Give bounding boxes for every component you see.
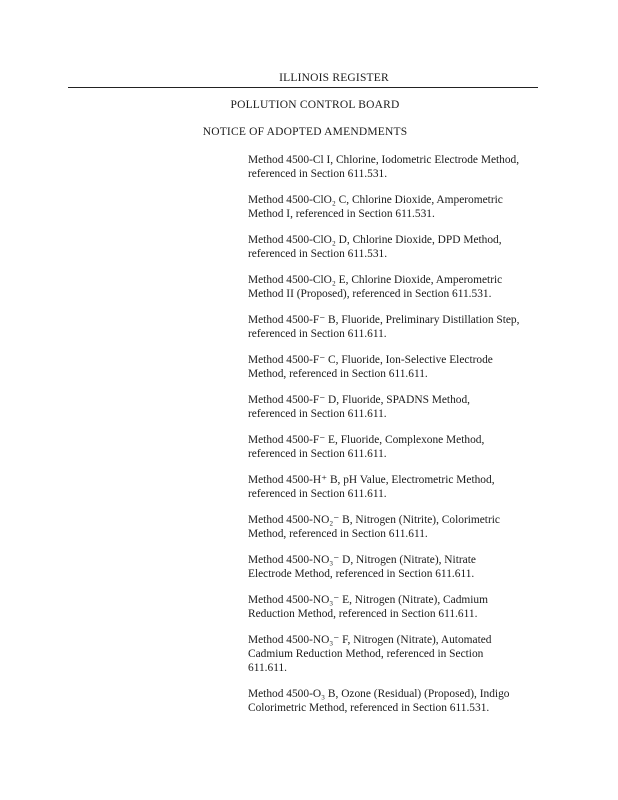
list-item [248, 273, 548, 301]
item-line: referenced in Section 611.611. [248, 328, 387, 340]
list-item [248, 473, 548, 501]
item-line: Method 4500-O₃ B, Ozone (Residual) (Proposed), Indigo [248, 688, 510, 700]
header-rule [68, 87, 538, 88]
notice-title: NOTICE OF ADOPTED AMENDMENTS [202, 126, 408, 138]
item-line: Method 4500-NO₃⁻ D, Nitrogen (Nitrate), Nitrate [248, 554, 476, 566]
item-line: Method 4500-NO₃⁻ E, Nitrogen (Nitrate), Cadmium [248, 594, 488, 606]
list-item [248, 153, 548, 181]
item-line: Method 4500-F⁻ E, Fluoride, Complexone Method, [248, 434, 485, 446]
item-line: Method I, referenced in Section 611.531. [248, 208, 435, 220]
list-item [248, 313, 548, 341]
list-item [248, 593, 548, 621]
list-item [248, 633, 548, 675]
list-item [248, 433, 548, 461]
item-line: Reduction Method, referenced in Section 611.611. [248, 608, 478, 620]
board-title: POLLUTION CONTROL BOARD [230, 99, 400, 111]
item-line: referenced in Section 611.611. [248, 408, 387, 420]
item-line: Method, referenced in Section 611.611. [248, 368, 428, 380]
item-line: referenced in Section 611.611. [248, 488, 387, 500]
item-line: referenced in Section 611.531. [248, 168, 388, 180]
item-line: Method 4500-ClO₂ E, Chlorine Dioxide, Amperometric [248, 274, 503, 286]
item-line: Method 4500-F⁻ C, Fluoride, Ion-Selective Electrode [248, 354, 493, 366]
item-line: referenced in Section 611.611. [248, 448, 387, 460]
item-line: Method 4500-NO₂⁻ B, Nitrogen (Nitrite), Colorimetric [248, 514, 500, 526]
item-line: Cadmium Reduction Method, referenced in Section [248, 648, 484, 660]
item-line: Method 4500-H⁺ B, pH Value, Electrometric Method, [248, 474, 495, 486]
item-line: Method 4500-NO₃⁻ F, Nitrogen (Nitrate), Automated [248, 634, 492, 646]
list-item [248, 233, 548, 261]
list-item [248, 353, 548, 381]
item-line: Colorimetric Method, referenced in Section 611.531. [248, 702, 490, 714]
item-line: Method II (Proposed), referenced in Section 611.531. [248, 288, 492, 300]
list-item [248, 193, 548, 221]
item-line: 611.611. [248, 662, 288, 674]
list-item [248, 687, 548, 715]
list-item [248, 553, 548, 581]
item-line: referenced in Section 611.531. [248, 248, 388, 260]
register-title: ILLINOIS REGISTER [279, 72, 389, 84]
item-line: Method, referenced in Section 611.611. [248, 528, 428, 540]
item-line: Method 4500-ClO₂ C, Chlorine Dioxide, Amperometric [248, 194, 503, 206]
item-line: Method 4500-ClO₂ D, Chlorine Dioxide, DPD Method, [248, 234, 502, 246]
item-line: Electrode Method, referenced in Section 611.611. [248, 568, 475, 580]
item-line: Method 4500-F⁻ D, Fluoride, SPADNS Method, [248, 394, 471, 406]
list-item [248, 513, 548, 541]
item-line: Method 4500-Cl I, Chlorine, Iodometric Electrode Method, [248, 154, 520, 166]
list-item [248, 393, 548, 421]
item-line: Method 4500-F⁻ B, Fluoride, Preliminary Distillation Step, [248, 314, 520, 326]
